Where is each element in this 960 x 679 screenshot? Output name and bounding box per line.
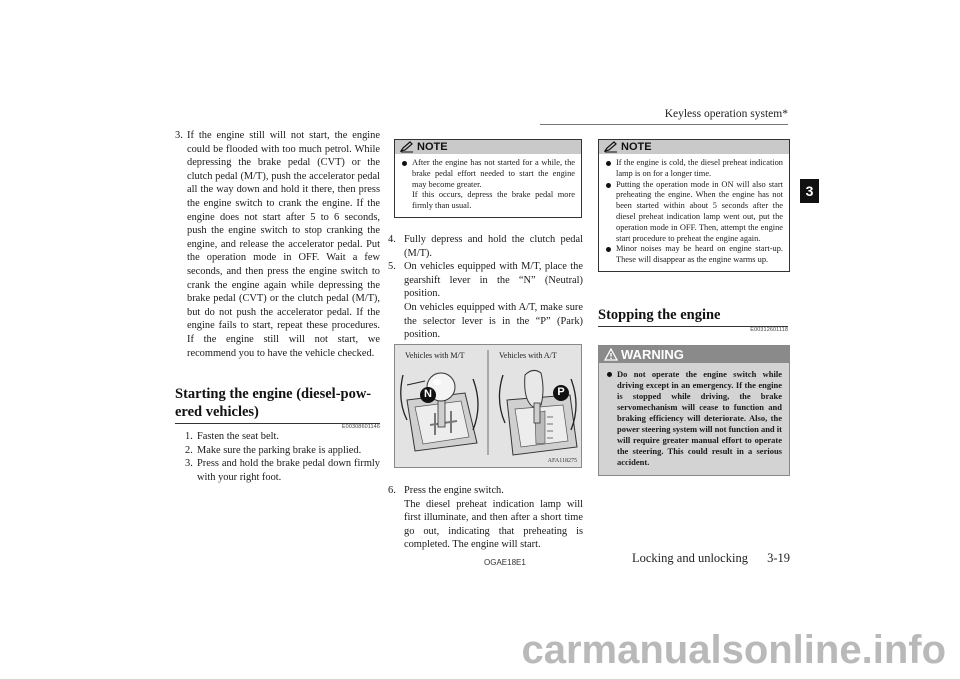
knob-n-letter: N [424, 388, 432, 400]
middle-steps [388, 233, 583, 342]
note-text: Minor noises may be heard on engine start-up. These will disappear as the engine warms up. [616, 244, 783, 265]
note-body [599, 154, 789, 271]
list-item [388, 233, 583, 260]
step-text: Fully depress and hold the clutch pedal (M/T). [404, 234, 583, 259]
left-column [175, 129, 380, 360]
note-box-preheat [598, 139, 790, 272]
warning-label: WARNING [621, 347, 684, 362]
note-text: After the engine has not started for a while, the brake pedal effort needed to start the engine may become greater. [412, 158, 575, 189]
warning-triangle-icon [604, 348, 618, 361]
watermark: carmanualsonline.info [521, 628, 946, 672]
bullet-dot [606, 183, 611, 188]
pencil-note-icon [604, 141, 618, 153]
step-text: Fasten the seat belt. [197, 431, 279, 442]
step-text: On vehicles equipped with M/T, place the gearshift lever in the “N” (Neutral) position. [404, 261, 583, 300]
gear-lever-figure [394, 344, 582, 468]
step-3-flooded [175, 129, 380, 360]
label-mt: Vehicles with M/T [405, 351, 465, 360]
note-header [395, 140, 581, 154]
note-text: If the engine is cold, the diesel preheat indication lamp is on for a longer time. [616, 158, 783, 178]
note-text: Putting the operation mode in ON will also start preheating the engine. When the engine has not been started within about 5 seconds after the diesel preheat indication lamp went out, put the operation mode in OFF. Then, attempt the engine start procedure to preheat the engine again. [616, 179, 783, 243]
running-title: Keyless operation system* [664, 108, 788, 120]
step-number: 2. [185, 444, 193, 456]
note-bullet [605, 244, 783, 266]
step-text: Press the engine switch. [404, 485, 504, 496]
warning-header [599, 346, 789, 363]
bullet-dot [607, 372, 612, 377]
bullet-dot [606, 161, 611, 166]
note-bullet [401, 158, 575, 212]
bullet-dot [402, 161, 407, 166]
chapter-tab: 3 [800, 179, 819, 203]
list-item [388, 484, 583, 552]
step-text: Make sure the parking brake is applied. [197, 444, 362, 456]
diesel-steps [185, 430, 380, 484]
label-at: Vehicles with A/T [499, 351, 557, 360]
list-item [185, 457, 380, 484]
section-title [175, 385, 380, 424]
figure-code: AFA118275 [547, 458, 577, 464]
list-item [388, 260, 583, 342]
section-stopping-engine [598, 306, 788, 333]
doc-code: OGAE18E1 [484, 558, 526, 567]
note-box-brake [394, 139, 582, 218]
section-code: E00308601146 [341, 424, 380, 430]
step-text: On vehicles equipped with A/T, make sure the selector lever is in the “P” (Park) position. [404, 301, 583, 341]
warning-body [599, 363, 789, 475]
knob-p-letter: P [557, 386, 565, 398]
footer-section-title: Locking and unlocking [632, 551, 748, 565]
section-title-line1: Starting the engine (diesel-pow- [175, 386, 372, 402]
note-header [599, 140, 789, 154]
page-number: 3-19 [767, 551, 790, 565]
step-number: 6. [388, 485, 396, 496]
note-bullet [605, 158, 783, 180]
warning-box [598, 345, 790, 476]
section-title-line2: ered vehicles) [175, 404, 259, 420]
middle-step-6 [388, 484, 583, 552]
list-item [185, 444, 380, 458]
step-number: 5. [388, 261, 396, 273]
step-number: 1. [185, 431, 193, 442]
step-number: 3. [175, 130, 183, 141]
step-number: 4. [388, 234, 396, 245]
step-text: The diesel preheat indication lamp will first illuminate, and then after a short time go out, indicating that preheating is completed. The engine will start. [404, 498, 583, 551]
header-rule [540, 124, 788, 125]
section-title: Stopping the engine [598, 306, 788, 327]
note-body [395, 154, 581, 217]
note-text: If this occurs, depress the brake pedal more firmly than usual. [412, 190, 575, 211]
step-text: Press and hold the brake pedal down firmly with your right foot. [197, 458, 380, 483]
warning-text: Do not operate the engine switch while driving except in an emergency. If the engine is stopped while driving, the brake servomechanism will cease to function and braking efficiency will deteriorate. Also, the power steering system will not function and it will require greater manual effort to operate the steering. This could result in a serious accident. [617, 369, 782, 467]
note-label: NOTE [621, 141, 652, 153]
list-item [185, 430, 380, 444]
bullet-dot [606, 247, 611, 252]
step-number: 3. [185, 458, 193, 470]
note-label: NOTE [417, 141, 448, 153]
note-bullet [605, 180, 783, 245]
gear-lever-illustration [395, 345, 581, 467]
pencil-note-icon [400, 141, 414, 153]
warning-bullet [606, 369, 782, 468]
section-code: E00312601118 [750, 327, 788, 333]
step-text: If the engine still will not start, the engine could be flooded with too much petrol. While depressing the brake pedal (CVT) or the clutch pedal (M/T), push the accelerator pedal all the way down and hold it there, then press the engine switch to crank the engine. If the engine does not start after 5 to 6 seconds, push the engine switch to stop cranking the engine, and release the accelerator pedal. Put the operation mode in OFF. Wait a few seconds, and then press the engine switch to crank the engine again while depressing the brake pedal (CVT) or the clutch pedal (M/T), but do not push the accelerator pedal. If the engine fails to start, repeat these procedures. If the engine still will not start, we recommend you to have the vehicle checked. [187, 130, 380, 359]
section-diesel-start [175, 385, 380, 430]
